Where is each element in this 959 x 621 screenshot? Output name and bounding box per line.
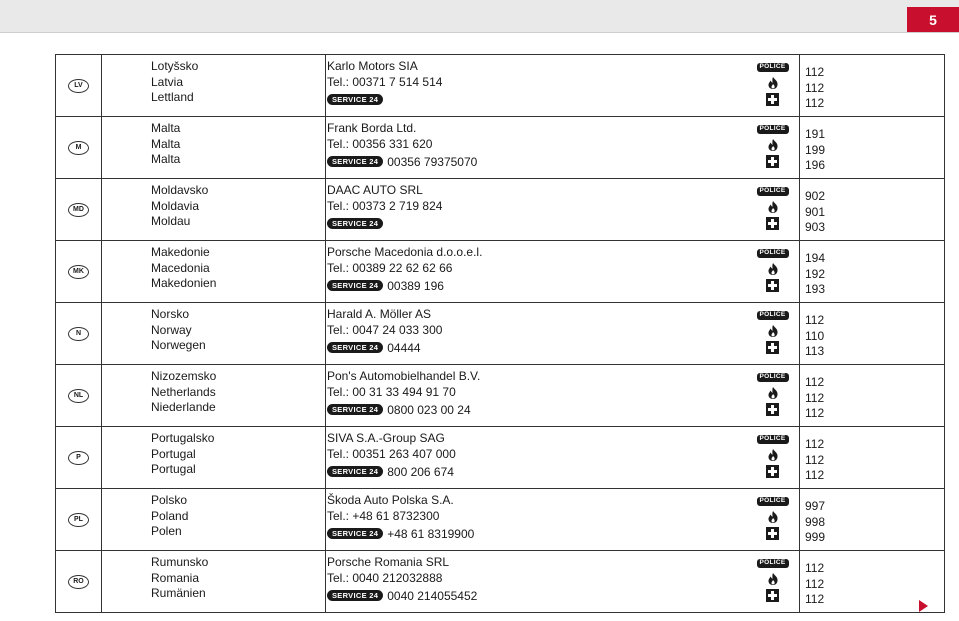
dealer-cell	[326, 427, 746, 488]
emergency-number: 113	[805, 344, 825, 358]
contacts-table	[55, 54, 945, 613]
emergency-icons-cell	[746, 179, 799, 240]
service-line	[327, 525, 746, 542]
country-name: Moldau	[151, 214, 191, 228]
country-name: Norsko	[151, 307, 190, 321]
emergency-number: 112	[805, 80, 825, 95]
table-row	[55, 551, 945, 613]
emergency-number: 901	[805, 204, 826, 219]
dealer-tel: Tel.: 00389 22 62 62 66	[327, 260, 453, 275]
country-code-badge: M	[68, 141, 89, 155]
country-name: Nizozemsko	[151, 369, 217, 383]
dealer-cell	[326, 551, 746, 612]
country-code-badge: LV	[68, 79, 89, 93]
emergency-number: 110	[805, 328, 825, 343]
country-name: Netherlands	[151, 384, 216, 399]
police-icon: POLICE	[757, 249, 789, 258]
dealer-cell	[326, 55, 746, 116]
fire-icon	[766, 76, 780, 90]
emergency-number: 112	[805, 406, 825, 420]
fire-icon	[766, 324, 780, 338]
dealer-name: Porsche Romania SRL	[327, 555, 450, 569]
emergency-number: 112	[805, 96, 825, 110]
next-page-arrow-icon[interactable]	[919, 600, 928, 612]
emergency-number: 999	[805, 530, 826, 544]
dealer-name: Karlo Motors SIA	[327, 59, 418, 73]
first-aid-icon	[766, 155, 779, 168]
country-names-cell	[102, 551, 326, 612]
fire-icon	[766, 138, 780, 152]
emergency-numbers-cell	[799, 365, 945, 426]
emergency-numbers-cell	[799, 489, 945, 550]
country-names-cell	[102, 55, 326, 116]
country-name: Portugal	[151, 446, 196, 461]
country-code-cell	[55, 55, 102, 116]
table-row	[55, 241, 945, 303]
emergency-number: 997	[805, 499, 826, 513]
dealer-cell	[326, 489, 746, 550]
first-aid-icon	[766, 465, 779, 478]
dealer-cell	[326, 365, 746, 426]
emergency-numbers-cell	[799, 427, 945, 488]
dealer-tel: Tel.: 00373 2 719 824	[327, 198, 443, 213]
service-24-badge: SERVICE 24	[327, 218, 383, 230]
country-names-cell	[102, 179, 326, 240]
emergency-icons-cell	[746, 303, 799, 364]
service-24-badge: SERVICE 24	[327, 404, 383, 416]
emergency-numbers-cell	[799, 117, 945, 178]
country-code-cell	[55, 551, 102, 612]
emergency-numbers-cell	[799, 179, 945, 240]
first-aid-icon	[766, 217, 779, 230]
service-line	[327, 463, 746, 480]
dealer-tel: Tel.: 00356 331 620	[327, 136, 433, 151]
dealer-cell	[326, 303, 746, 364]
country-names-cell	[102, 489, 326, 550]
fire-icon	[766, 200, 780, 214]
fire-icon	[766, 262, 780, 276]
police-icon: POLICE	[757, 63, 789, 72]
emergency-icons-cell	[746, 117, 799, 178]
country-name: Makedonien	[151, 276, 217, 290]
police-icon: POLICE	[757, 497, 789, 506]
emergency-number: 112	[805, 390, 825, 405]
service-24-badge: SERVICE 24	[327, 94, 383, 106]
emergency-numbers-cell	[799, 303, 945, 364]
service-24-badge: SERVICE 24	[327, 342, 383, 354]
first-aid-icon	[766, 279, 779, 292]
police-icon: POLICE	[757, 373, 789, 382]
country-name: Norway	[151, 322, 192, 337]
country-code-cell	[55, 241, 102, 302]
header-band	[0, 0, 959, 33]
country-name: Rumunsko	[151, 555, 209, 569]
fire-icon	[766, 510, 780, 524]
service-line	[327, 277, 746, 294]
dealer-tel: Tel.: 00371 7 514 514	[327, 74, 443, 89]
country-name: Malta	[151, 152, 181, 166]
emergency-number: 196	[805, 158, 826, 172]
fire-icon	[766, 386, 780, 400]
fire-icon	[766, 572, 780, 586]
emergency-icons-cell	[746, 551, 799, 612]
dealer-name: Porsche Macedonia d.o.o.e.l.	[327, 245, 483, 259]
emergency-icons-cell	[746, 489, 799, 550]
emergency-number: 199	[805, 142, 826, 157]
service-line	[327, 587, 746, 604]
service-number: 800 206 674	[387, 464, 454, 479]
service-number: 0040 214055452	[387, 588, 478, 603]
country-name: Malta	[151, 121, 181, 135]
country-name: Malta	[151, 136, 181, 151]
first-aid-icon	[766, 341, 779, 354]
emergency-number: 112	[805, 468, 825, 482]
dealer-name: DAAC AUTO SRL	[327, 183, 423, 197]
country-names-cell	[102, 241, 326, 302]
country-code-badge: P	[68, 451, 89, 465]
emergency-icons-cell	[746, 427, 799, 488]
country-name: Polen	[151, 524, 182, 538]
service-line	[327, 153, 746, 170]
table-row	[55, 179, 945, 241]
dealer-name: Škoda Auto Polska S.A.	[327, 493, 454, 507]
service-number: 04444	[387, 340, 421, 355]
table-row	[55, 55, 945, 117]
service-24-badge: SERVICE 24	[327, 590, 383, 602]
country-name: Moldavsko	[151, 183, 209, 197]
dealer-name: Harald A. Möller AS	[327, 307, 432, 321]
dealer-name: SIVA S.A.-Group SAG	[327, 431, 445, 445]
police-icon: POLICE	[757, 559, 789, 568]
service-number: 00356 79375070	[387, 154, 478, 169]
dealer-tel: Tel.: 00 31 33 494 91 70	[327, 384, 456, 399]
emergency-number: 112	[805, 452, 825, 467]
police-icon: POLICE	[757, 435, 789, 444]
country-code-badge: N	[68, 327, 89, 341]
service-number: 00389 196	[387, 278, 444, 293]
service-line	[327, 401, 746, 418]
country-code-badge: MD	[68, 203, 89, 217]
country-name: Rumänien	[151, 586, 206, 600]
table-row	[55, 427, 945, 489]
dealer-tel: Tel.: 0047 24 033 300	[327, 322, 443, 337]
emergency-number: 112	[805, 592, 825, 606]
country-code-cell	[55, 489, 102, 550]
country-names-cell	[102, 117, 326, 178]
emergency-number: 112	[805, 375, 825, 389]
country-name: Polsko	[151, 493, 188, 507]
dealer-tel: Tel.: 00351 263 407 000	[327, 446, 456, 461]
emergency-icons-cell	[746, 365, 799, 426]
country-code-cell	[55, 117, 102, 178]
table-row	[55, 117, 945, 179]
police-icon: POLICE	[757, 311, 789, 320]
service-line	[327, 339, 746, 356]
country-name: Makedonie	[151, 245, 210, 259]
dealer-cell	[326, 117, 746, 178]
dealer-name: Frank Borda Ltd.	[327, 121, 417, 135]
dealer-cell	[326, 179, 746, 240]
emergency-number: 112	[805, 65, 825, 79]
country-code-badge: NL	[68, 389, 89, 403]
emergency-icons-cell	[746, 241, 799, 302]
emergency-numbers-cell	[799, 55, 945, 116]
service-24-badge: SERVICE 24	[327, 280, 383, 292]
dealer-tel: Tel.: +48 61 8732300	[327, 508, 440, 523]
dealer-cell	[326, 241, 746, 302]
emergency-number: 902	[805, 189, 826, 203]
country-name: Macedonia	[151, 260, 210, 275]
country-names-cell	[102, 303, 326, 364]
service-24-badge: SERVICE 24	[327, 466, 383, 478]
country-name: Norwegen	[151, 338, 206, 352]
emergency-number: 903	[805, 220, 826, 234]
country-code-cell	[55, 365, 102, 426]
country-name: Latvia	[151, 74, 184, 89]
emergency-number: 112	[805, 561, 825, 575]
emergency-number: 193	[805, 282, 826, 296]
emergency-number: 112	[805, 313, 825, 327]
country-name: Romania	[151, 570, 200, 585]
country-names-cell	[102, 365, 326, 426]
emergency-icons-cell	[746, 55, 799, 116]
country-name: Portugalsko	[151, 431, 215, 445]
table-row	[55, 489, 945, 551]
first-aid-icon	[766, 93, 779, 106]
country-name: Moldavia	[151, 198, 200, 213]
table-row	[55, 303, 945, 365]
emergency-number: 112	[805, 576, 825, 591]
country-code-cell	[55, 179, 102, 240]
emergency-numbers-cell	[799, 241, 945, 302]
service-24-badge: SERVICE 24	[327, 528, 383, 540]
service-line	[327, 91, 746, 108]
service-number: +48 61 8319900	[387, 526, 475, 541]
country-names-cell	[102, 427, 326, 488]
emergency-number: 112	[805, 437, 825, 451]
table-row	[55, 365, 945, 427]
dealer-tel: Tel.: 0040 212032888	[327, 570, 443, 585]
country-code-badge: RO	[68, 575, 89, 589]
country-code-cell	[55, 303, 102, 364]
emergency-number: 191	[805, 127, 826, 141]
service-number: 0800 023 00 24	[387, 402, 471, 417]
service-24-badge: SERVICE 24	[327, 156, 383, 168]
emergency-number: 194	[805, 251, 826, 265]
country-name: Lotyšsko	[151, 59, 199, 73]
police-icon: POLICE	[757, 187, 789, 196]
emergency-number: 192	[805, 266, 826, 281]
country-name: Poland	[151, 508, 189, 523]
service-line	[327, 215, 746, 232]
country-name: Portugal	[151, 462, 196, 476]
country-name: Lettland	[151, 90, 194, 104]
country-code-badge: PL	[68, 513, 89, 527]
police-icon: POLICE	[757, 125, 789, 134]
dealer-name: Pon's Automobielhandel B.V.	[327, 369, 481, 383]
first-aid-icon	[766, 403, 779, 416]
first-aid-icon	[766, 527, 779, 540]
fire-icon	[766, 448, 780, 462]
page-number: 5	[907, 7, 959, 32]
first-aid-icon	[766, 589, 779, 602]
country-name: Niederlande	[151, 400, 216, 414]
country-code-cell	[55, 427, 102, 488]
emergency-number: 998	[805, 514, 826, 529]
country-code-badge: MK	[68, 265, 89, 279]
